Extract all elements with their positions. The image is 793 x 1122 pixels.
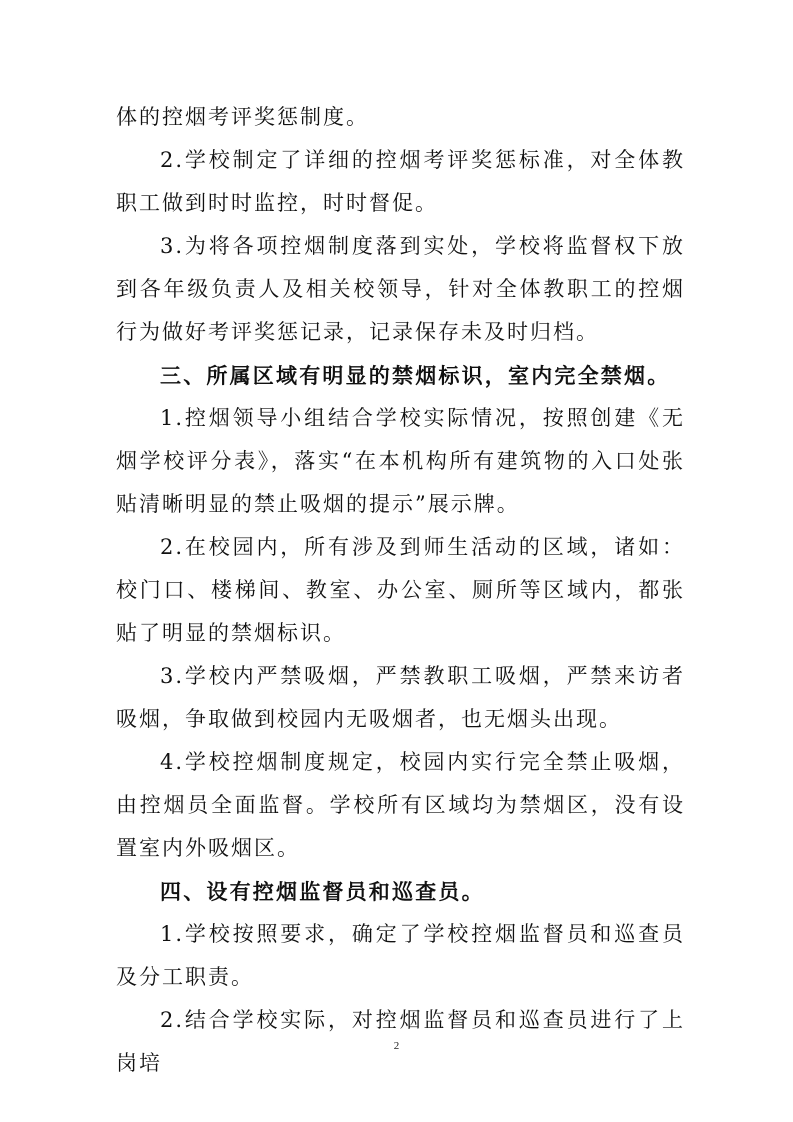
paragraph-item: 2.结合学校实际，对控烟监督员和巡查员进行了上岗培	[116, 1008, 685, 1075]
paragraph-item: 3.学校内严禁吸烟，严禁教职工吸烟，严禁来访者吸烟，争取做到校园内无吸烟者，也无烟头出现。	[116, 664, 685, 731]
paragraph-item: 4.学校控烟制度规定，校园内实行完全禁止吸烟，由控烟员全面监督。学校所有区域均为禁烟区，没有设置室内外吸烟区。	[116, 750, 685, 860]
section-heading: 四、设有控烟监督员和巡查员。	[160, 879, 485, 904]
section-heading: 三、所属区域有明显的禁烟标识，室内完全禁烟。	[160, 363, 671, 388]
paragraph-item: 1.控烟领导小组结合学校实际情况，按照创建《无烟学校评分表》，落实“在本机构所有建筑物的入口处张贴清晰明显的禁止吸烟的提示”展示牌。	[116, 406, 685, 516]
paragraph-item: 2.学校制定了详细的控烟考评奖惩标准，对全体教职工做到时时监控，时时督促。	[116, 148, 685, 215]
page-number: 2	[393, 1040, 400, 1052]
document-body	[116, 96, 685, 1085]
paragraph-continuation: 体的控烟考评奖惩制度。	[116, 105, 369, 129]
paragraph-item: 1.学校按照要求，确定了学校控烟监督员和巡查员及分工职责。	[116, 922, 685, 989]
paragraph-item: 3.为将各项控烟制度落到实处，学校将监督权下放到各年级负责人及相关校领导，针对全体教职工的控烟行为做好考评奖惩记录，记录保存未及时归档。	[116, 234, 685, 344]
paragraph-item: 2.在校园内，所有涉及到师生活动的区域，诸如：校门口、楼梯间、教室、办公室、厕所等区域内，都张贴了明显的禁烟标识。	[116, 535, 685, 645]
